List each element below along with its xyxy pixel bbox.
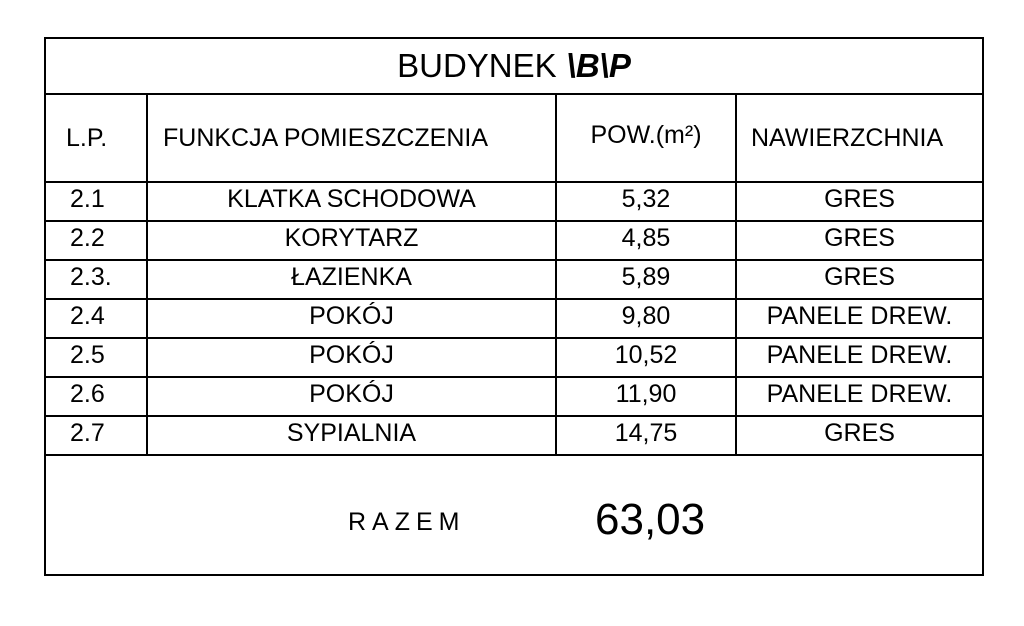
row-function: POKÓJ xyxy=(147,338,556,377)
title-building-code: \B\P xyxy=(566,47,631,84)
header-area: POW.(m²) xyxy=(556,95,736,182)
table-row xyxy=(46,182,982,221)
row-surface: GRES xyxy=(736,182,982,221)
header-row xyxy=(46,95,982,182)
table-title xyxy=(46,39,982,95)
row-surface: PANELE DREW. xyxy=(736,377,982,416)
room-schedule-table xyxy=(44,37,984,576)
total-row xyxy=(46,455,982,574)
row-function: POKÓJ xyxy=(147,299,556,338)
table-row xyxy=(46,260,982,299)
table-row xyxy=(46,377,982,416)
row-area: 9,80 xyxy=(556,299,736,338)
table-row xyxy=(46,416,982,455)
header-lp: L.P. xyxy=(46,95,147,182)
row-function: SYPIALNIA xyxy=(147,416,556,455)
row-function: POKÓJ xyxy=(147,377,556,416)
title-prefix: BUDYNEK xyxy=(397,47,557,84)
row-function: KORYTARZ xyxy=(147,221,556,260)
row-surface: PANELE DREW. xyxy=(736,338,982,377)
row-surface: GRES xyxy=(736,416,982,455)
rooms-table xyxy=(46,95,982,456)
row-lp: 2.4 xyxy=(46,299,147,338)
row-lp: 2.2 xyxy=(46,221,147,260)
row-area: 4,85 xyxy=(556,221,736,260)
table-row xyxy=(46,338,982,377)
row-surface: GRES xyxy=(736,260,982,299)
row-area: 14,75 xyxy=(556,416,736,455)
row-area: 5,89 xyxy=(556,260,736,299)
row-area: 10,52 xyxy=(556,338,736,377)
total-value: 63,03 xyxy=(595,495,706,544)
rows-body xyxy=(46,182,982,455)
row-lp: 2.3. xyxy=(46,260,147,299)
total-label: RAZEM xyxy=(348,508,466,536)
row-surface: GRES xyxy=(736,221,982,260)
table-row xyxy=(46,299,982,338)
row-area: 11,90 xyxy=(556,377,736,416)
row-lp: 2.7 xyxy=(46,416,147,455)
row-lp: 2.5 xyxy=(46,338,147,377)
row-surface: PANELE DREW. xyxy=(736,299,982,338)
row-lp: 2.1 xyxy=(46,182,147,221)
row-function: KLATKA SCHODOWA xyxy=(147,182,556,221)
header-function: FUNKCJA POMIESZCZENIA xyxy=(147,95,556,182)
table-row xyxy=(46,221,982,260)
header-surface: NAWIERZCHNIA xyxy=(736,95,982,182)
row-lp: 2.6 xyxy=(46,377,147,416)
row-area: 5,32 xyxy=(556,182,736,221)
row-function: ŁAZIENKA xyxy=(147,260,556,299)
